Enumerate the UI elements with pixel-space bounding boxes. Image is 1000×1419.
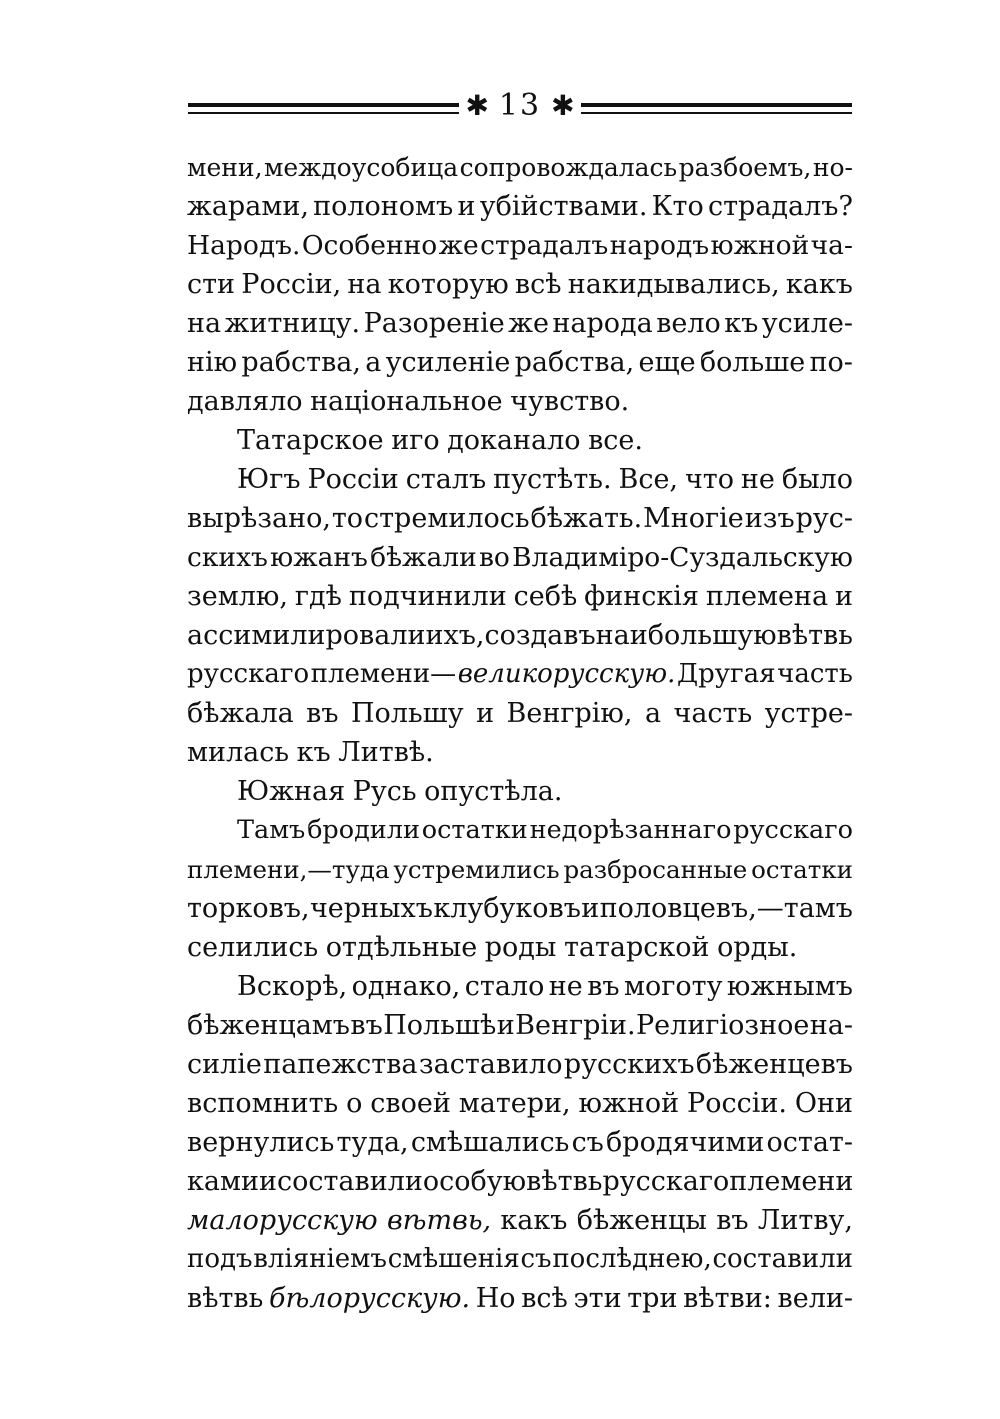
header-center [459, 88, 580, 124]
word: къ [296, 737, 331, 768]
word: бѣжали [370, 542, 477, 573]
text-line [187, 304, 853, 343]
word: къ [724, 308, 759, 339]
word: составили [712, 1244, 853, 1274]
word: Они [794, 1088, 853, 1119]
word: иго [391, 425, 440, 456]
word: вернулись [187, 1127, 335, 1158]
word: роды [484, 932, 557, 963]
text-line [187, 187, 853, 226]
word: всѣ [521, 1283, 568, 1314]
word: подчинили [348, 581, 507, 612]
word: торковъ, [187, 893, 310, 924]
word: Многіе [643, 503, 744, 534]
word: вѣтвь [776, 620, 853, 651]
word: матери, [458, 1088, 571, 1119]
word: Польшѣ [383, 1010, 497, 1041]
word: милась [187, 737, 290, 768]
text-line [187, 1123, 853, 1162]
word: татарской [563, 932, 710, 963]
word: стремилось [364, 503, 530, 534]
word: по- [809, 347, 853, 378]
text-line [187, 1045, 853, 1084]
word: туда, [336, 1127, 409, 1158]
word: русскаго [733, 815, 853, 845]
word: Татарское [237, 425, 384, 456]
word: вели- [777, 1283, 853, 1314]
word: въ [587, 971, 620, 1002]
word: доканало [447, 425, 581, 456]
word: что [684, 464, 734, 495]
text-line [187, 265, 853, 304]
word: Разореніе [363, 308, 505, 339]
word: на- [809, 1010, 853, 1041]
word: финскія [584, 581, 699, 612]
word: южной [710, 230, 810, 261]
word: народа [552, 308, 653, 339]
star-ornament-right-icon: ✱ [551, 89, 575, 122]
word: убійствами. [479, 191, 648, 222]
italic-word: великорусскую. [457, 659, 676, 689]
italic-word: малорусскую [187, 1205, 378, 1236]
word: Все, [618, 464, 679, 495]
word: съ [571, 1127, 604, 1158]
word: южной [578, 1088, 680, 1119]
word: стало [464, 971, 545, 1002]
word: половцевъ,—тамъ [599, 893, 853, 924]
word: гдѣ [294, 581, 342, 612]
word: Южная [237, 776, 346, 807]
word: ками [187, 1166, 259, 1197]
word: не [740, 464, 775, 495]
word: остатки [421, 815, 528, 845]
word: скихъ [187, 542, 268, 573]
word: то [331, 503, 364, 534]
body-text [187, 148, 853, 1318]
word: же [508, 308, 549, 339]
word: землю, [187, 581, 288, 612]
text-line [187, 967, 853, 1006]
word: національное [310, 386, 503, 417]
word: Венгрію, [506, 698, 633, 729]
word: мени, [187, 153, 263, 182]
word: составили [276, 1166, 423, 1197]
text-line [187, 733, 853, 772]
word: изъ [744, 503, 795, 534]
word: русскаго [602, 1166, 730, 1197]
word: съ [520, 1244, 552, 1274]
text-line [187, 616, 853, 655]
word: отдѣльные [325, 932, 478, 963]
word: Кто [651, 191, 704, 222]
word: Религіозное [636, 1010, 810, 1041]
word: Югъ [237, 464, 301, 495]
word: въ [350, 1010, 383, 1041]
word: Венгріи. [515, 1010, 636, 1041]
word: страдалъ [480, 230, 609, 261]
word: Русь [352, 776, 417, 807]
word: вспомнить [187, 1088, 339, 1119]
word: Россіи [307, 464, 399, 495]
word: орды. [717, 932, 798, 963]
word: въ [306, 698, 339, 729]
word: не [548, 971, 583, 1002]
header-rule-left [188, 103, 459, 114]
word: рус- [795, 503, 853, 534]
word: южнымъ [726, 971, 853, 1002]
word: чувство. [510, 386, 630, 417]
word: устремились [393, 855, 560, 884]
word: во [479, 542, 510, 573]
text-line [187, 1201, 853, 1240]
word: страдалъ? [707, 191, 853, 222]
word: и [476, 698, 495, 729]
word: бѣженцевъ [695, 1049, 853, 1080]
word: больше [699, 347, 806, 378]
italic-word: бѣлорусскую. [269, 1283, 471, 1314]
word: полономъ [313, 191, 454, 222]
text-line [187, 655, 853, 694]
word: Литвѣ. [338, 737, 434, 768]
word: своей [370, 1088, 451, 1119]
word: на [347, 269, 382, 300]
word: Россіи, [241, 269, 342, 300]
word: накидывались, [567, 269, 780, 300]
word: силіе [187, 1049, 262, 1080]
word: бродячими [606, 1127, 765, 1158]
word: смѣшенія [387, 1244, 520, 1274]
word: Польшу [351, 698, 464, 729]
word: Россіи. [687, 1088, 787, 1119]
word: разбросанные [563, 855, 748, 884]
page-header [188, 88, 852, 124]
word: Вскорѣ, [237, 971, 348, 1002]
word: племена [705, 581, 829, 612]
word: жарами, [187, 191, 309, 222]
word: и [496, 1010, 515, 1041]
word: какъ [500, 1205, 568, 1236]
word: которую [387, 269, 509, 300]
word: а [644, 698, 662, 729]
word: южанъ [270, 542, 368, 573]
word: часть [673, 698, 753, 729]
word: вырѣзано, [187, 503, 331, 534]
text-line [187, 499, 853, 538]
word: смѣшались [410, 1127, 570, 1158]
word: Особенно [301, 230, 438, 261]
word: папежства [263, 1049, 418, 1080]
word: народъ [609, 230, 710, 261]
word: черныхъ [309, 893, 433, 924]
word: создавъ [484, 620, 596, 651]
word: бѣжала [187, 698, 294, 729]
text-line [187, 1240, 853, 1279]
text-line [187, 148, 853, 187]
text-line [187, 226, 853, 265]
word: ча- [810, 230, 853, 261]
word: рабства, [241, 347, 361, 378]
text-line [187, 1279, 853, 1318]
text-line [187, 421, 853, 460]
word: было [781, 464, 853, 495]
word: разбоемъ, [678, 153, 812, 182]
text-line [187, 928, 853, 967]
word: давляло [187, 386, 303, 417]
word: а [365, 347, 382, 378]
word: часть [777, 659, 853, 689]
word: житницу. [224, 308, 361, 339]
word: недорѣзаннаго [529, 815, 732, 845]
text-line [187, 889, 853, 928]
text-line [187, 811, 853, 850]
word: особую [422, 1166, 527, 1197]
word: сопровождалась [459, 153, 678, 182]
word: о [346, 1088, 363, 1119]
page-number: 13 [498, 88, 542, 123]
text-line [187, 343, 853, 382]
word: Владиміро-Суздальскую [512, 542, 853, 573]
word: однако, [351, 971, 461, 1002]
word: и [834, 581, 853, 612]
word: моготу [624, 971, 723, 1002]
word: русскаго [187, 659, 310, 689]
word: и [581, 893, 600, 924]
word: подъ [187, 1244, 253, 1274]
word: но- [812, 153, 853, 182]
text-line [187, 382, 853, 421]
header-rule-right [581, 103, 852, 114]
word: бродили [307, 815, 420, 845]
word: междоусобица [263, 153, 459, 182]
word: на [187, 308, 222, 339]
text-line [187, 1084, 853, 1123]
italic-word: вѣтвь, [386, 1205, 492, 1236]
word: себѣ [513, 581, 578, 612]
word: вело [656, 308, 721, 339]
text-line [187, 1162, 853, 1201]
word: въ [716, 1205, 749, 1236]
word: все. [588, 425, 643, 456]
word: еще [638, 347, 696, 378]
word: сти [187, 269, 236, 300]
word: какъ [785, 269, 853, 300]
word: устре- [764, 698, 853, 729]
word: всѣ [514, 269, 562, 300]
star-ornament-left-icon: ✱ [465, 89, 489, 122]
word: русскихъ [563, 1049, 695, 1080]
text-line [187, 850, 853, 889]
word: пустѣть. [493, 464, 612, 495]
word: ассимилировали [187, 620, 426, 651]
word: ихъ, [425, 620, 485, 651]
word: эти [573, 1283, 622, 1314]
word: Но [475, 1283, 516, 1314]
word: нію [187, 347, 238, 378]
text-line [187, 694, 853, 733]
word: рабства, [514, 347, 635, 378]
word: остатки [751, 855, 853, 884]
word: клубуковъ [433, 893, 581, 924]
word: вѣтви: [683, 1283, 772, 1314]
text-line [187, 1006, 853, 1045]
word: племени [729, 1166, 853, 1197]
word: Другая [676, 659, 776, 689]
text-line [187, 460, 853, 499]
text-line [187, 577, 853, 616]
word: послѣднею, [552, 1244, 712, 1274]
word: Тамъ [237, 815, 306, 845]
word: Народъ. [187, 230, 301, 261]
word: племени— [310, 659, 457, 689]
word: наибольшую [595, 620, 777, 651]
word: сталъ [405, 464, 487, 495]
word: вѣтвь [187, 1283, 264, 1314]
word: бѣженцы [576, 1205, 707, 1236]
word: селились [187, 932, 319, 963]
word: бѣженцамъ [187, 1010, 350, 1041]
word: же [438, 230, 479, 261]
word: опустѣла. [424, 776, 563, 807]
word: усиленіе [385, 347, 511, 378]
word: племени,—туда [187, 855, 390, 884]
word: заставило [418, 1049, 563, 1080]
word: остат- [766, 1127, 853, 1158]
word: и [457, 191, 476, 222]
text-line [187, 772, 853, 811]
text-line [187, 538, 853, 577]
word: вѣтвь [526, 1166, 603, 1197]
word: Литву, [757, 1205, 853, 1236]
word: три [627, 1283, 678, 1314]
word: усиле- [761, 308, 853, 339]
word: и [258, 1166, 277, 1197]
word: бѣжать. [530, 503, 643, 534]
word: вліяніемъ [253, 1244, 387, 1274]
